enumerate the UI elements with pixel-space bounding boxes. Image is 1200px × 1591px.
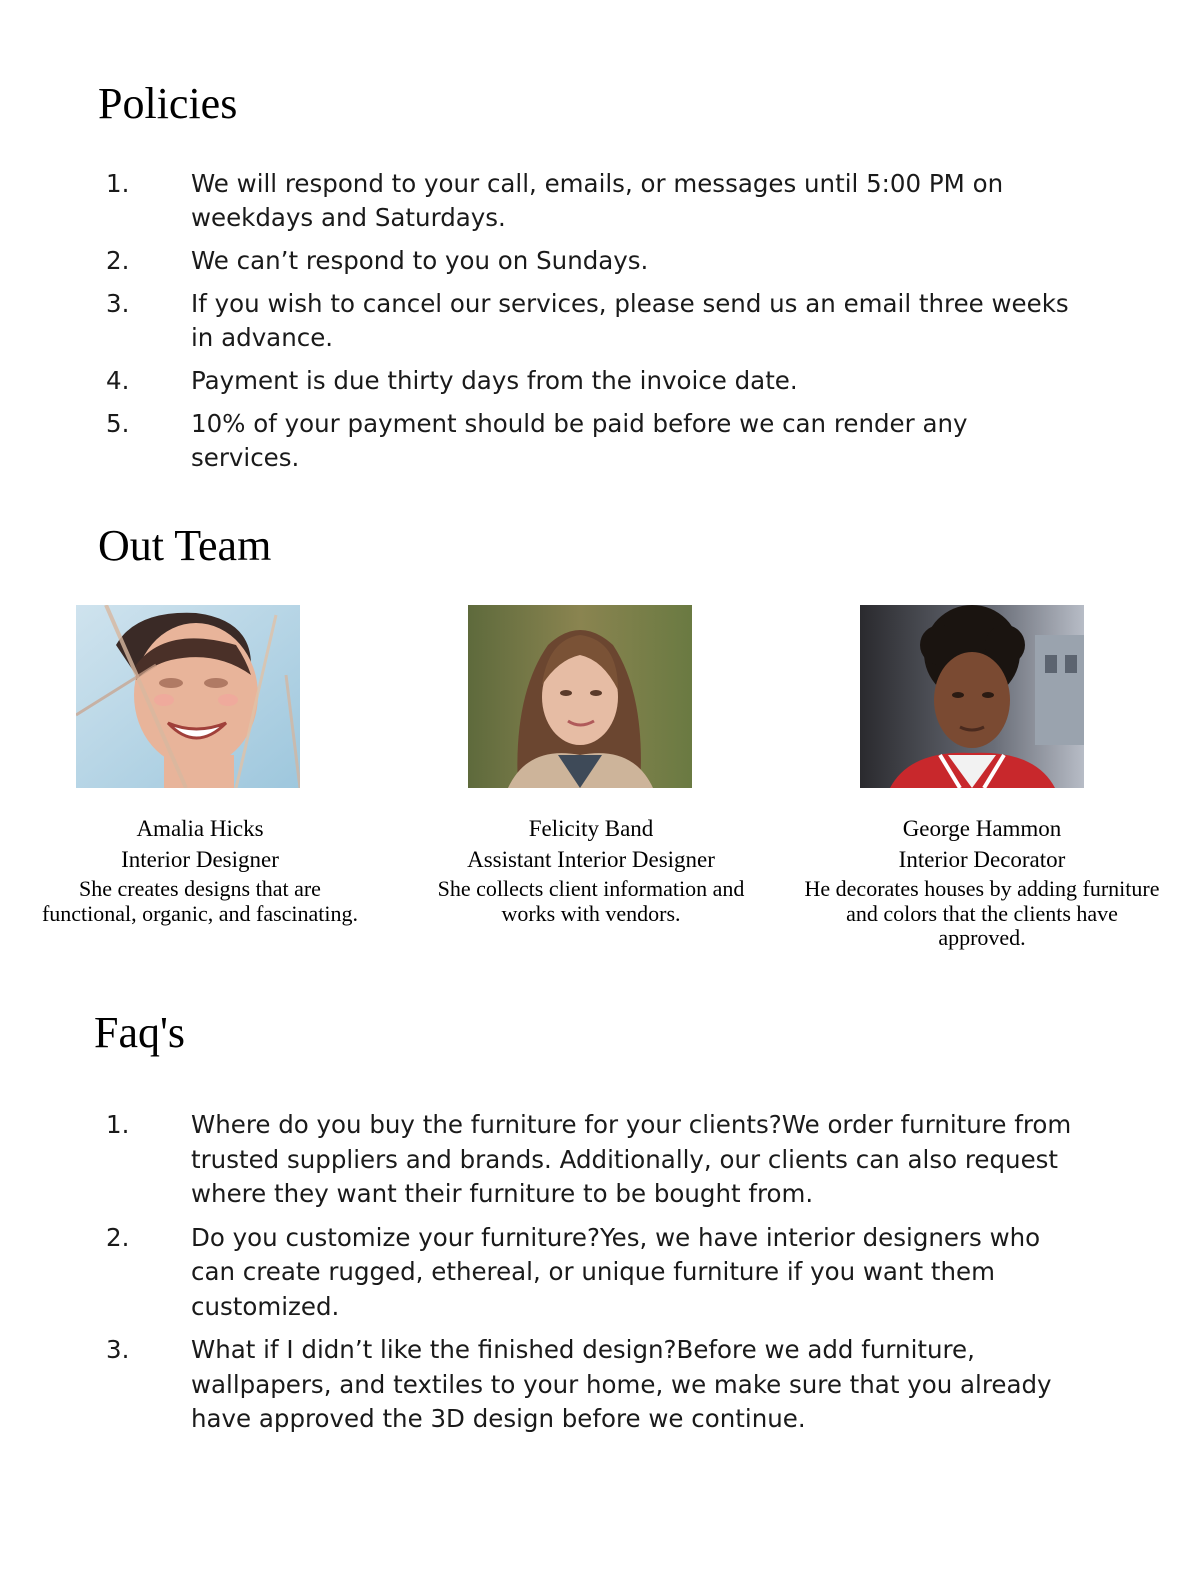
- policy-item: [98, 364, 1078, 398]
- faq-heading: Faq's: [94, 1008, 186, 1057]
- faq-number: 1.: [106, 1110, 130, 1139]
- policy-text: Payment is due thirty days from the invoice date.: [191, 366, 798, 395]
- policy-text: We will respond to your call, emails, or messages until 5:00 PM on weekdays and Saturdays.: [191, 169, 1004, 232]
- policy-item: [98, 167, 1078, 235]
- portrait-woman-outdoors-image: [468, 605, 692, 788]
- policies-list: [98, 167, 1078, 484]
- member-description: She collects client information and works with vendors.: [437, 876, 745, 926]
- faq-number: 3.: [106, 1335, 130, 1364]
- policy-number: 2.: [106, 246, 130, 275]
- member-role: Assistant Interior Designer: [467, 847, 715, 872]
- policy-number: 3.: [106, 289, 130, 318]
- member-name: George Hammon: [902, 816, 1062, 841]
- policy-item: [98, 407, 1078, 475]
- member-role: Interior Designer: [121, 847, 279, 872]
- member-role: Interior Decorator: [898, 847, 1066, 872]
- team-member-card: [411, 815, 771, 926]
- policy-item: [98, 244, 1078, 278]
- faq-item: [98, 1108, 1078, 1212]
- policy-number: 5.: [106, 409, 130, 438]
- faq-text: Do you customize your furniture?Yes, we have interior designers who can create rugged, ethereal, or unique furniture if you want them customized.: [191, 1222, 1041, 1321]
- member-photo-george: [860, 605, 1084, 788]
- policy-text: If you wish to cancel our services, please send us an email three weeks in advance.: [191, 289, 1069, 352]
- portrait-woman-smiling-image: [76, 605, 300, 788]
- member-photo-felicity: [468, 605, 692, 788]
- member-name: Felicity Band: [528, 816, 654, 841]
- member-name: Amalia Hicks: [136, 816, 264, 841]
- faq-text: What if I didn’t like the finished design?Before we add furniture, wallpapers, and textiles to your home, we make sure that you already have approved the 3D design before we continue.: [191, 1335, 1052, 1433]
- member-description: He decorates houses by adding furniture and colors that the clients have approved.: [804, 876, 1160, 950]
- faq-text: Where do you buy the furniture for your clients?We order furniture from trusted suppliers and brands. Additionally, our clients can also request where they want their furniture to be bought from.: [191, 1110, 1072, 1208]
- team-member-card: [20, 815, 380, 926]
- policies-heading: Policies: [98, 79, 238, 128]
- policy-number: 1.: [106, 169, 130, 198]
- policy-text: 10% of your payment should be paid before we can render any services.: [191, 409, 968, 472]
- policy-number: 4.: [106, 366, 130, 395]
- faq-list: [98, 1108, 1078, 1446]
- team-heading: Out Team: [98, 521, 272, 570]
- member-description: She creates designs that are functional, organic, and fascinating.: [41, 876, 359, 926]
- portrait-man-curly-hair-image: [860, 605, 1084, 788]
- faq-item: [98, 1333, 1078, 1437]
- policy-item: [98, 287, 1078, 355]
- policy-text: We can’t respond to you on Sundays.: [191, 246, 649, 275]
- faq-item: [98, 1221, 1078, 1325]
- faq-number: 2.: [106, 1222, 130, 1252]
- member-photo-amalia: [76, 605, 300, 788]
- team-member-card: [802, 815, 1162, 951]
